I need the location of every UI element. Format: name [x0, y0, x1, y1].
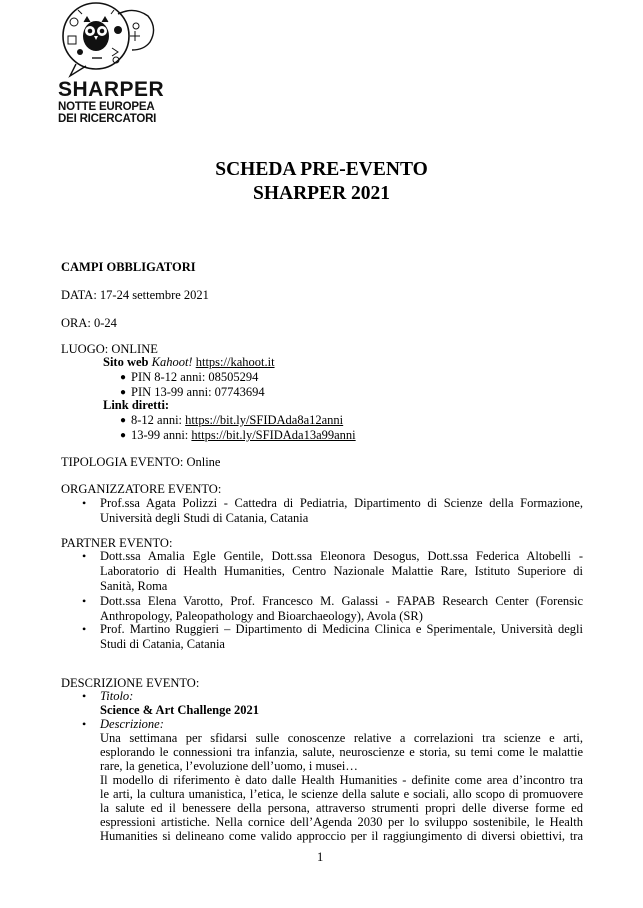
- bullet-icon: •: [82, 622, 87, 636]
- bullet-icon: ●: [120, 430, 127, 441]
- tipologia-field: TIPOLOGIA EVENTO: Online: [61, 455, 221, 469]
- kahoot-link[interactable]: https://kahoot.it: [195, 355, 275, 369]
- sito-web-line: [103, 355, 275, 370]
- page-title: SCHEDA PRE-EVENTO: [215, 159, 428, 180]
- luogo-field: LUOGO: ONLINE: [61, 342, 158, 356]
- data-field: DATA: 17-24 settembre 2021: [61, 288, 209, 302]
- pin-item: PIN 8-12 anni: 08505294: [131, 370, 259, 384]
- page-number: 1: [317, 850, 324, 864]
- owl-bubble-icon: [56, 0, 160, 80]
- direct-link[interactable]: https://bit.ly/SFIDAda13a99anni: [191, 428, 356, 442]
- page-subtitle: SHARPER 2021: [252, 183, 391, 204]
- partner-line: Prof. Martino Ruggieri – Dipartimento di Medicina Clinica e Sperimentale, Università degli: [100, 622, 583, 636]
- direct-link-item: [131, 413, 343, 428]
- campi-heading: CAMPI OBBLIGATORI: [61, 260, 196, 274]
- organizzatore-line: Prof.ssa Agata Polizzi - Cattedra di Pediatria, Dipartimento di Scienze della Formazione,: [100, 496, 583, 510]
- descrizione-line: espressioni artistiche. Nella cornice dell’Agenda 2030 per lo sviluppo sostenibile, le Health: [100, 815, 583, 829]
- bullet-icon: •: [82, 594, 87, 608]
- partner-line: Laboratorio di Health Humanities, Centro Nazionale Malattie Rare, Istituto Superiore di: [100, 564, 583, 578]
- logo-word: SHARPER: [58, 78, 165, 101]
- titolo-label: Titolo:: [100, 689, 134, 703]
- organizzatore-heading: ORGANIZZATORE EVENTO:: [61, 482, 222, 496]
- partner-line: Studi di Catania, Catania: [100, 637, 225, 651]
- bullet-icon: •: [82, 689, 87, 703]
- event-title: Science & Art Challenge 2021: [100, 703, 260, 717]
- bullet-icon: •: [82, 496, 87, 510]
- link-age-label: 8-12 anni:: [131, 413, 186, 427]
- descrizione-line: rare, la genetica, l’evoluzione dell’uomo, i musei…: [100, 759, 358, 773]
- partner-line: Dott.ssa Amalia Egle Gentile, Dott.ssa Eleonora Desogus, Dott.ssa Federica Altobelli -: [100, 549, 583, 563]
- bullet-icon: •: [82, 717, 87, 731]
- descrizione-label: Descrizione:: [100, 717, 164, 731]
- logo-subtitle-1: NOTTE EUROPEA: [58, 101, 155, 113]
- direct-link-item: [131, 428, 356, 443]
- descrizione-line: esplorando le connessioni tra infanzia, salute, neuroscienze e storia, su temi come le malattie: [100, 745, 583, 759]
- link-age-label: 13-99 anni:: [131, 428, 192, 442]
- partner-line: Anthropology, Paleopathology and Bioarchaeology), Avola (SR): [100, 609, 423, 623]
- ora-field: ORA: 0-24: [61, 316, 117, 330]
- descrizione-line: Il modello di riferimento è dato dalle Health Humanities - definite come area d’incontro tra: [100, 773, 583, 787]
- logo-subtitle-2: DEI RICERCATORI: [58, 113, 157, 125]
- link-label: Link diretti:: [103, 398, 170, 412]
- sito-name: Kahoot!: [151, 355, 193, 369]
- partner-heading: PARTNER EVENTO:: [61, 536, 173, 550]
- organizzatore-line: Università degli Studi di Catania, Catania: [100, 511, 309, 525]
- bullet-icon: ●: [120, 415, 127, 426]
- bullet-icon: •: [82, 549, 87, 563]
- partner-line: Dott.ssa Elena Varotto, Prof. Francesco M. Galassi - FAPAB Research Center (Forensic: [100, 594, 583, 608]
- bullet-icon: ●: [120, 387, 127, 398]
- descrizione-line: Una settimana per sfidarsi sulle conoscenze relative a correlazioni tra scienze e arti,: [100, 731, 583, 745]
- partner-line: Sanità, Roma: [100, 579, 168, 593]
- sharper-logo: [56, 0, 165, 132]
- descrizione-line: le arti, la cultura umanistica, l’etica, le scienze della salute e sociali, allo scopo di promuovere: [100, 787, 583, 801]
- pin-item: PIN 13-99 anni: 07743694: [131, 385, 265, 399]
- descrizione-heading: DESCRIZIONE EVENTO:: [61, 676, 200, 690]
- bullet-icon: ●: [120, 372, 127, 383]
- descrizione-line: Humanities si delineano come valido approccio per il raggiungimento di diversi obiettivi, tra: [100, 829, 583, 843]
- descrizione-line: la salute ed il benessere della persona, attraverso strumenti propri delle diverse forme ed: [100, 801, 583, 815]
- direct-link[interactable]: https://bit.ly/SFIDAda8a12anni: [185, 413, 344, 427]
- sito-label: Sito web: [103, 355, 149, 369]
